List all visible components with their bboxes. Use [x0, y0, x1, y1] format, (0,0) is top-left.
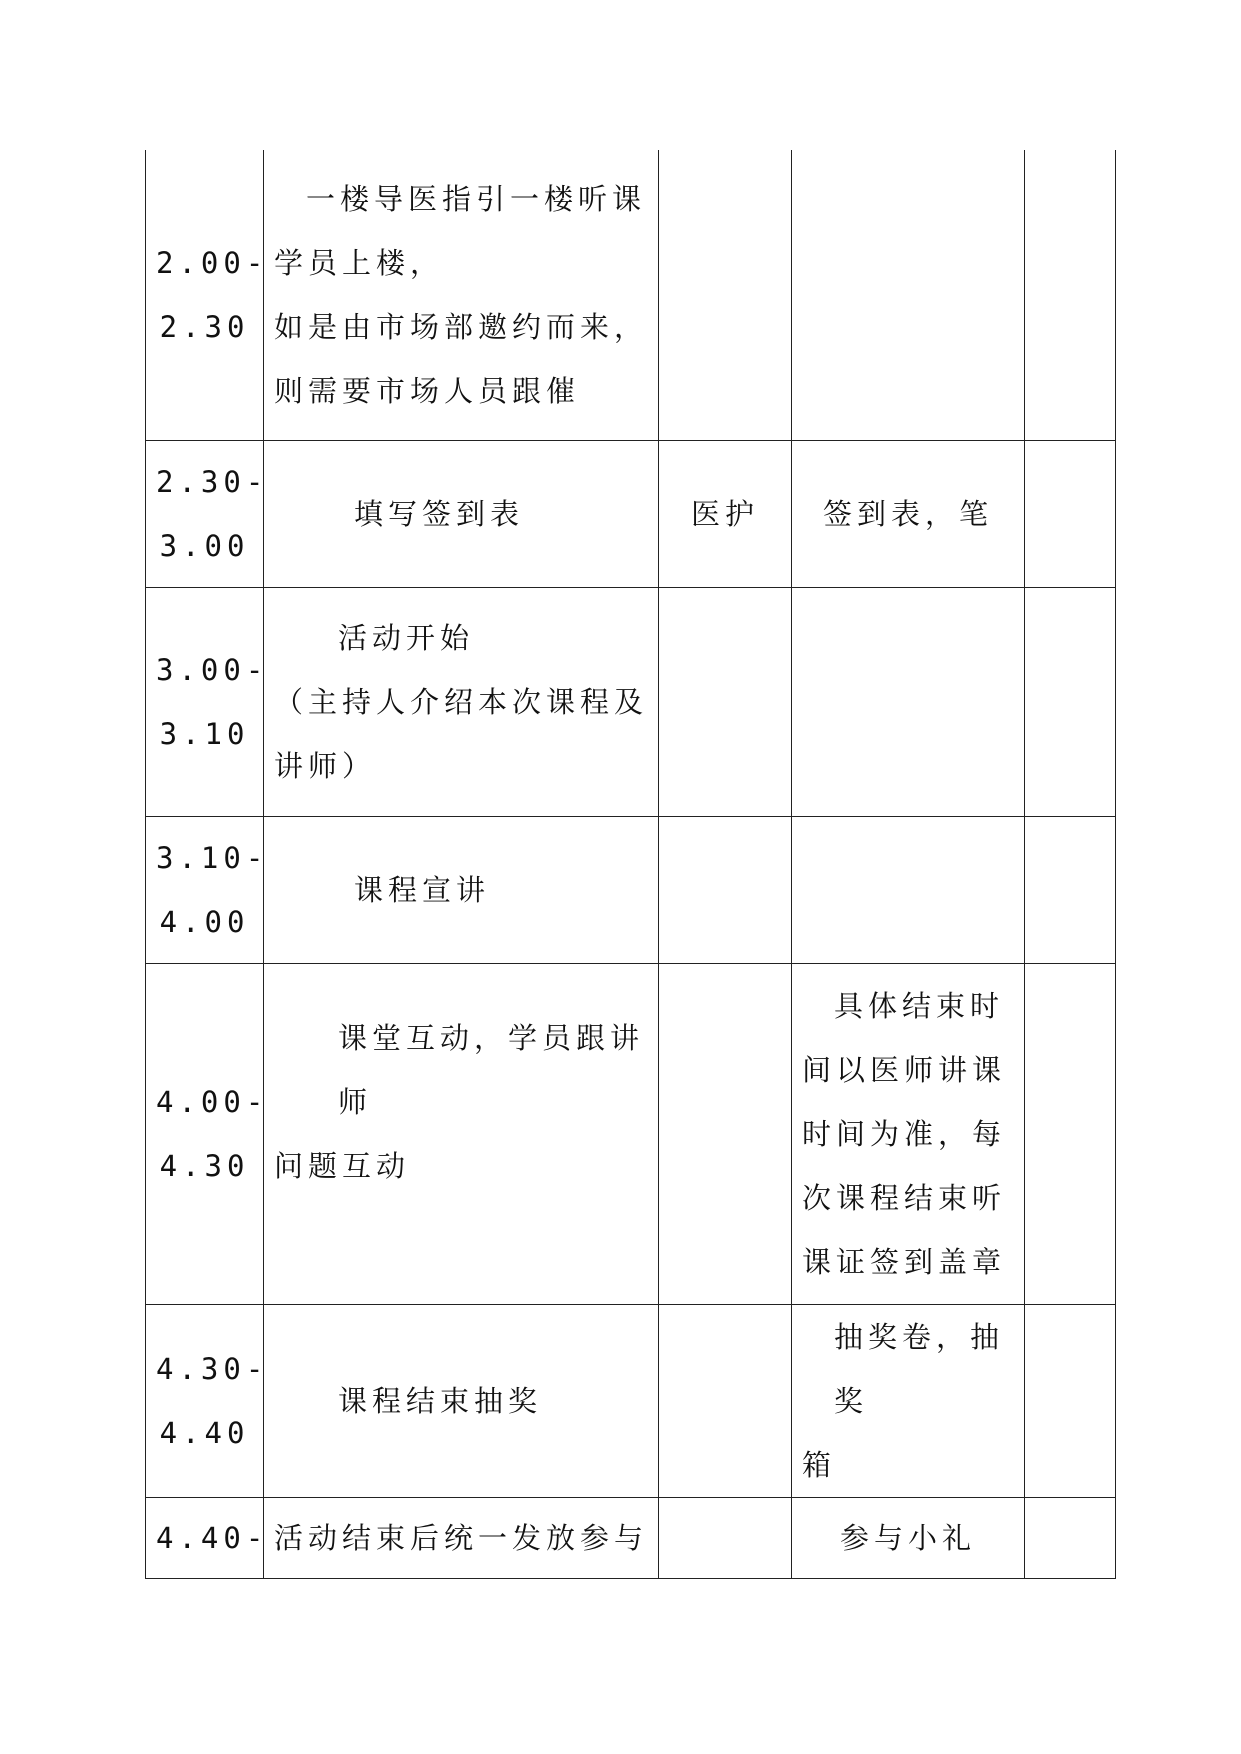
person-cell [659, 588, 792, 817]
task-line: （主持人介绍本次课程及 [274, 685, 649, 719]
items-cell [792, 964, 1025, 1305]
time-cell [146, 441, 269, 588]
time-end: 4.00 [159, 905, 250, 939]
task-line: 如是由市场部邀约而来， [274, 310, 649, 344]
items-cell [792, 588, 1025, 817]
items-line: 签到表，笔 [822, 497, 993, 531]
time-cell [146, 588, 269, 817]
time-end: 4.30 [159, 1149, 250, 1183]
note-cell [1025, 150, 1116, 441]
table-row [146, 150, 1116, 441]
note-cell [1025, 1498, 1116, 1579]
task-line: 活动结束后统一发放参与 [274, 1521, 649, 1555]
task-line: 学员上楼， [274, 246, 445, 280]
task-line: 活动开始 [338, 621, 475, 655]
task-cell [264, 1498, 659, 1579]
task-line: 填写签到表 [354, 497, 525, 531]
items-cell [792, 1305, 1025, 1498]
items-line: 次课程结束听 [802, 1181, 1007, 1215]
time-start: 2.00- [156, 246, 269, 280]
time-end: 3.10 [159, 717, 250, 751]
items-line: 课证签到盖章 [802, 1245, 1007, 1279]
note-cell [1025, 817, 1116, 964]
time-cell [146, 1305, 269, 1498]
task-line: 课程宣讲 [354, 873, 491, 907]
items-line: 抽奖卷，抽奖 [834, 1320, 1005, 1418]
task-line: 讲师） [274, 749, 377, 783]
person-cell [659, 150, 792, 441]
time-start: 4.00- [156, 1085, 269, 1119]
time-start: 3.00- [156, 653, 269, 687]
table-row [146, 1498, 1116, 1579]
table-row [146, 964, 1116, 1305]
schedule-table [145, 150, 1116, 1579]
items-cell [792, 150, 1025, 441]
items-line: 间以医师讲课 [802, 1053, 1007, 1087]
table-row [146, 1305, 1116, 1498]
time-cell [146, 964, 269, 1305]
note-cell [1025, 588, 1116, 817]
time-start: 2.30- [156, 465, 269, 499]
task-cell [264, 817, 659, 964]
table-row [146, 817, 1116, 964]
time-end: 3.00 [159, 529, 250, 563]
task-cell [264, 1305, 659, 1498]
items-cell [792, 817, 1025, 964]
task-line: 则需要市场人员跟催 [274, 374, 581, 408]
task-cell [264, 588, 659, 817]
person-cell [659, 1498, 792, 1579]
person-cell [659, 964, 792, 1305]
note-cell [1025, 1305, 1116, 1498]
note-cell [1025, 964, 1116, 1305]
items-line: 具体结束时 [834, 989, 1005, 1023]
time-cell [146, 150, 269, 441]
task-cell [264, 964, 659, 1305]
note-cell [1025, 441, 1116, 588]
task-line: 一楼导医指引一楼听课 [306, 182, 647, 216]
task-cell [264, 150, 659, 441]
items-line: 时间为准，每 [802, 1117, 1007, 1151]
items-cell [792, 1498, 1025, 1579]
items-cell [792, 441, 1025, 588]
task-line: 问题互动 [274, 1149, 411, 1183]
table-row [146, 588, 1116, 817]
person-cell: 医护 [659, 441, 792, 588]
time-end: 2.30 [159, 310, 250, 344]
person-cell [659, 817, 792, 964]
table-row [146, 441, 1116, 588]
items-line: 参与小礼 [839, 1521, 976, 1555]
time-end: 4.40 [159, 1416, 250, 1450]
time-cell [146, 1498, 269, 1579]
time-start: 4.40- [156, 1521, 269, 1555]
task-cell [264, 441, 659, 588]
person-cell [659, 1305, 792, 1498]
time-cell [146, 817, 269, 964]
items-line: 箱 [802, 1448, 837, 1482]
time-start: 4.30- [156, 1352, 269, 1386]
task-line: 课堂互动，学员跟讲师 [338, 1021, 645, 1119]
time-start: 3.10- [156, 841, 269, 875]
task-line: 课程结束抽奖 [338, 1384, 543, 1418]
